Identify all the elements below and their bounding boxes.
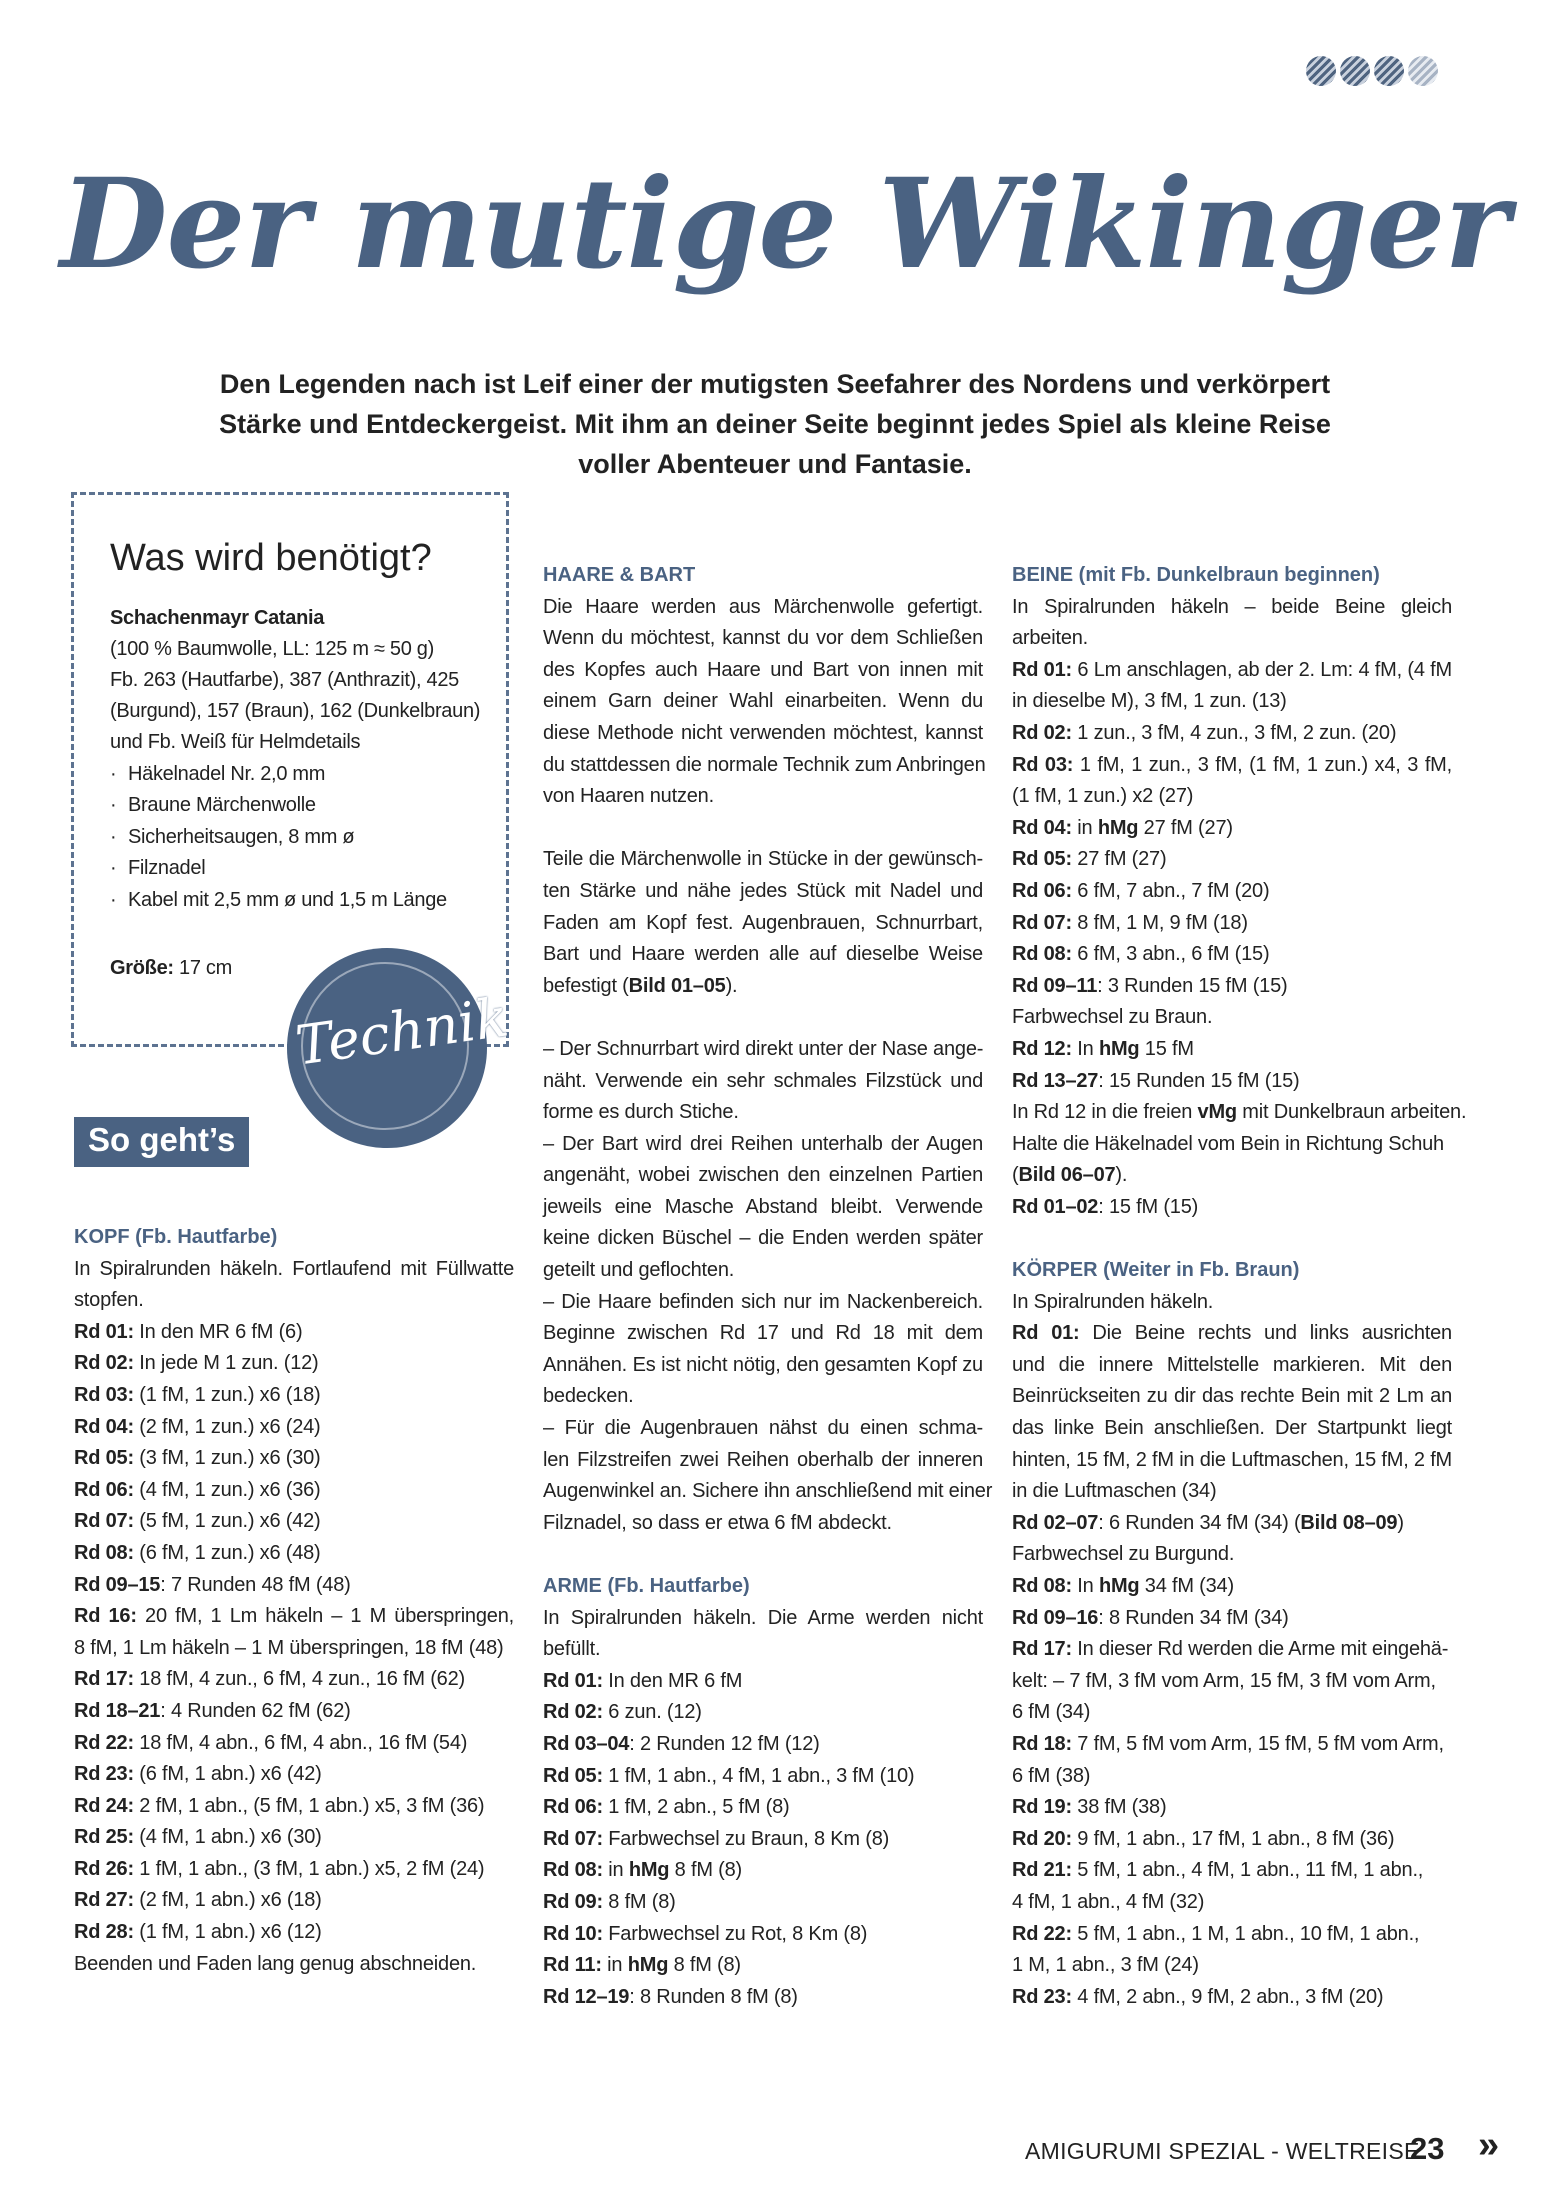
arme-row — [543, 1666, 983, 1698]
row-text: das linke Bein anschließen. Der Startpunkt liegt — [1012, 1417, 1452, 1440]
koerper-row — [1012, 1476, 1452, 1508]
haare-line: – Die Haare befinden sich nur im Nackenbereich. — [543, 1290, 983, 1313]
row-text: 27 fM (27) — [1138, 816, 1233, 839]
row-text: In — [1071, 1037, 1099, 1060]
column-kopf — [74, 1222, 514, 1980]
row-label: Rd 22: — [1012, 1922, 1072, 1945]
haare-line: forme es durch Stiche. — [543, 1101, 739, 1124]
materials-item: · Braune Märchenwolle — [110, 790, 316, 821]
row-label: Rd 12–19 — [543, 1985, 630, 2008]
haare-line: – Der Bart wird drei Reihen unterhalb der Augen — [543, 1132, 983, 1155]
row-text: 6 Lm anschlagen, ab der 2. Lm: 4 fM, (4 fM — [1071, 658, 1452, 681]
haare-line: keine dicken Büschel – die Enden werden später — [543, 1227, 983, 1250]
row-text: In den MR 6 fM (6) — [133, 1320, 303, 1343]
row-label: Rd 03–04 — [543, 1732, 630, 1755]
arme-rows — [543, 1666, 983, 2014]
haare-line: angenäht, wobei zwischen den einzelnen Partien — [543, 1164, 983, 1187]
kopf-row — [74, 1506, 514, 1538]
materials-item: · Sicherheitsaugen, 8 mm ø — [110, 822, 354, 853]
kopf-row — [74, 1854, 514, 1886]
row-text: 1 fM, 2 abn., 5 fM (8) — [602, 1796, 790, 1819]
haare-line: Annähen. Es ist nicht nötig, den gesamten Kopf zu — [543, 1353, 983, 1376]
haare-heading: HAARE & BART — [543, 564, 696, 586]
haare-line: näht. Verwende ein sehr schmales Filzstück und — [543, 1069, 983, 1092]
row-label: Rd 07: — [1012, 911, 1072, 934]
intro-line: voller Abenteuer und Fantasie. — [578, 449, 972, 479]
row-text: : 2 Runden 12 fM (12) — [629, 1732, 820, 1755]
koerper-row — [1012, 1539, 1452, 1571]
arme-heading: ARME (Fb. Hautfarbe) — [543, 1575, 750, 1597]
row-text: 18 fM, 4 abn., 6 fM, 4 abn., 16 fM (54) — [133, 1731, 468, 1754]
arme-row — [543, 1855, 983, 1887]
row-text: (1 fM, 1 zun.) x2 (27) — [1012, 785, 1194, 808]
haare-line: Teile die Märchenwolle in Stücke in der gewünsch- — [543, 848, 983, 871]
row-label: Rd 09–15 — [74, 1573, 161, 1596]
row-label: Rd 23: — [1012, 1985, 1072, 2008]
kopf-row — [74, 1696, 514, 1728]
row-text: 6 fM (38) — [1012, 1764, 1091, 1787]
koerper-row — [1012, 1318, 1452, 1350]
row-emphasis: hMg — [1098, 1575, 1140, 1597]
row-text: (3 fM, 1 zun.) x6 (30) — [133, 1447, 321, 1470]
kopf-row — [74, 1728, 514, 1760]
row-label: Rd 25: — [74, 1826, 134, 1849]
row-text: ). — [1115, 1164, 1128, 1187]
koerper-heading: KÖRPER (Weiter in Fb. Braun) — [1012, 1259, 1300, 1282]
beine-row — [1012, 686, 1452, 718]
row-text: : 3 Runden 15 fM (15) — [1097, 974, 1288, 997]
row-label: Rd 01: — [1012, 658, 1072, 681]
koerper-row — [1012, 1919, 1452, 1951]
row-label: Rd 12: — [1012, 1037, 1072, 1060]
row-text: 6 fM, 3 abn., 6 fM (15) — [1071, 943, 1270, 966]
row-label: Rd 04: — [1012, 816, 1072, 839]
row-label: Rd 01–02 — [1012, 1195, 1099, 1218]
kopf-intro-line: stopfen. — [74, 1289, 144, 1312]
row-text: : 15 fM (15) — [1098, 1195, 1199, 1218]
arme-intro-line: In Spiralrunden häkeln. Die Arme werden nicht — [543, 1606, 983, 1629]
row-text: Farbwechsel zu Rot, 8 Km (8) — [602, 1922, 868, 1945]
row-text: 8 fM (8) — [602, 1890, 676, 1913]
row-text: 4 fM, 2 abn., 9 fM, 2 abn., 3 fM (20) — [1071, 1985, 1384, 2008]
materials-line: (100 % Baumwolle, LL: 125 m ≈ 50 g) — [110, 638, 434, 660]
row-label: Rd 06: — [543, 1796, 603, 1819]
beine-heading: BEINE (mit Fb. Dunkelbraun beginnen) — [1012, 564, 1380, 586]
beine-row — [1012, 1160, 1452, 1192]
haare-line: Filznadel, so dass er etwa 6 fM abdeckt. — [543, 1511, 892, 1534]
arme-intro-line: befüllt. — [543, 1638, 601, 1661]
koerper-row — [1012, 1350, 1452, 1382]
row-text: ) — [1397, 1511, 1404, 1534]
row-text: In Rd 12 in die freien — [1012, 1101, 1198, 1124]
row-text: (1 fM, 1 abn.) x6 (12) — [133, 1921, 322, 1944]
row-text: In den MR 6 fM — [602, 1669, 743, 1692]
arme-row — [543, 1982, 983, 2014]
row-text: 6 fM, 7 abn., 7 fM (20) — [1071, 879, 1270, 902]
haare-paragraph-2-last — [543, 971, 983, 1003]
row-text: 1 fM, 1 zun., 3 fM, (1 fM, 1 zun.) x4, 3 fM, — [1073, 753, 1452, 776]
row-text: 5 fM, 1 abn., 1 M, 1 abn., 10 fM, 1 abn., — [1071, 1922, 1420, 1945]
beine-row — [1012, 655, 1452, 687]
text-span: ). — [725, 974, 738, 997]
page-number: 23 — [1410, 2131, 1445, 2166]
row-text: 15 fM — [1139, 1037, 1194, 1060]
row-text: (4 fM, 1 abn.) x6 (30) — [133, 1826, 322, 1849]
row-text: : 8 Runden 8 fM (8) — [629, 1985, 798, 2008]
kopf-row — [74, 1759, 514, 1791]
row-text: 8 fM (8) — [669, 1859, 742, 1882]
row-text: 8 fM (8) — [668, 1954, 741, 1977]
koerper-row — [1012, 1381, 1452, 1413]
row-text: und die innere Mittelstelle markieren. Mit den — [1012, 1353, 1452, 1376]
row-text: in — [1071, 816, 1098, 839]
row-text: 1 zun., 3 fM, 4 zun., 3 fM, 2 zun. (20) — [1071, 721, 1397, 744]
row-text: 34 fM (34) — [1139, 1575, 1234, 1597]
koerper-row — [1012, 1824, 1452, 1856]
haare-paragraph-2 — [543, 844, 983, 970]
row-label: Rd 11: — [543, 1954, 602, 1977]
haare-line: Wenn du möchtest, kannst du vor dem Schließen — [543, 627, 983, 650]
row-text: Farbwechsel zu Braun. — [1012, 1006, 1213, 1029]
row-label: Rd 02: — [1012, 721, 1072, 744]
materials-title: Was wird benötigt? — [110, 537, 432, 579]
column-beine-koerper — [1012, 560, 1467, 2013]
beine-row — [1012, 1097, 1467, 1129]
row-label: Rd 28: — [74, 1921, 134, 1944]
haare-line: von Haaren nutzen. — [543, 785, 714, 808]
row-text: in — [601, 1954, 628, 1977]
row-text: 8 fM, 1 M, 9 fM (18) — [1071, 911, 1248, 934]
materials-brand: Schachenmayr Catania — [110, 607, 325, 629]
kopf-row — [74, 1317, 514, 1349]
beine-intro-line: In Spiralrunden häkeln – beide Beine gleich — [1012, 595, 1452, 618]
koerper-row — [1012, 1603, 1452, 1635]
materials-item: · Kabel mit 2,5 mm ø und 1,5 m Länge — [110, 885, 447, 916]
haare-line: einem Garn deiner Wahl einarbeiten. Wenn du — [543, 690, 983, 713]
arme-row — [543, 1950, 983, 1982]
row-text: hinten, 15 fM, 2 fM in die Luftmaschen, 15 fM, 2 fM — [1012, 1448, 1453, 1471]
page-title: Der mutige Wikinger — [60, 152, 1509, 297]
row-text: : 8 Runden 34 fM (34) — [1098, 1606, 1289, 1629]
row-label: Rd 02–07 — [1012, 1511, 1099, 1534]
row-text: 38 fM (38) — [1071, 1796, 1167, 1819]
intro-line: Den Legenden nach ist Leif einer der mutigsten Seefahrer des Nordens und verkörpert — [219, 369, 1331, 399]
koerper-row — [1012, 1729, 1452, 1761]
koerper-row — [1012, 1855, 1452, 1887]
row-text: (2 fM, 1 zun.) x6 (24) — [133, 1415, 321, 1438]
row-text: Halte die Häkelnadel vom Bein in Richtung Schuh — [1012, 1132, 1444, 1155]
beine-row — [1012, 718, 1452, 750]
row-label: Rd 02: — [74, 1352, 134, 1375]
arme-row — [543, 1729, 983, 1761]
row-label: Rd 05: — [543, 1764, 603, 1787]
row-emphasis: Bild 06–07 — [1018, 1164, 1116, 1187]
arme-row — [543, 1761, 983, 1793]
row-label: Rd 05: — [74, 1447, 134, 1470]
row-label: Rd 27: — [74, 1889, 134, 1912]
haare-line: – Der Schnurrbart wird direkt unter der Nase ange- — [543, 1037, 984, 1060]
row-text: in die Luftmaschen (34) — [1012, 1480, 1217, 1503]
size-value: 17 cm — [179, 957, 232, 979]
beine-row — [1012, 939, 1452, 971]
row-text: (6 fM, 1 zun.) x6 (48) — [133, 1541, 321, 1564]
materials-line: und Fb. Weiß für Helmdetails — [110, 731, 361, 753]
materials-item: · Filznadel — [110, 853, 205, 884]
kopf-row — [74, 1822, 514, 1854]
kopf-row — [74, 1538, 514, 1570]
row-label: Rd 18–21 — [74, 1699, 161, 1722]
row-label: Rd 09–16 — [1012, 1606, 1099, 1629]
koerper-row — [1012, 1792, 1452, 1824]
row-label: Rd 23: — [74, 1763, 134, 1786]
beine-row — [1012, 1066, 1452, 1098]
row-text: 6 fM (34) — [1012, 1701, 1091, 1724]
next-page-arrow-icon: » — [1478, 2124, 1500, 2166]
row-text: 8 fM, 1 Lm häkeln – 1 M überspringen, 18 fM (48) — [74, 1636, 504, 1659]
row-label: Rd 08: — [74, 1541, 134, 1564]
beine-row — [1012, 813, 1452, 845]
row-label: Rd 07: — [543, 1827, 603, 1850]
row-label: Rd 06: — [74, 1478, 134, 1501]
row-label: Rd 09: — [543, 1890, 603, 1913]
beine-row — [1012, 1034, 1452, 1066]
technik-badge-label: Technik — [291, 985, 513, 1078]
row-label: Rd 01: — [74, 1320, 134, 1343]
haare-line: des Kopfes auch Haare und Bart von innen mit — [543, 658, 983, 681]
beine-rows — [1012, 655, 1467, 1224]
koerper-row — [1012, 1666, 1452, 1698]
kopf-row — [74, 1791, 514, 1823]
beine-row — [1012, 908, 1452, 940]
row-label: Rd 01: — [1012, 1322, 1080, 1345]
haare-line: ten Stärke und nähe jedes Stück mit Nadel und — [543, 879, 983, 902]
size-label: Größe: — [110, 957, 174, 979]
row-text: 9 fM, 1 abn., 17 fM, 1 abn., 8 fM (36) — [1071, 1827, 1395, 1850]
koerper-row — [1012, 1887, 1452, 1919]
koerper-rows — [1012, 1318, 1452, 2013]
row-text: 1 fM, 1 abn., (3 fM, 1 abn.) x5, 2 fM (24) — [133, 1857, 485, 1880]
row-text: Farbwechsel zu Burgund. — [1012, 1543, 1235, 1566]
row-emphasis: Bild 08–09 — [1300, 1511, 1398, 1534]
row-text: Die Beine rechts und links ausrichten — [1079, 1322, 1452, 1345]
row-label: Rd 08: — [543, 1859, 603, 1882]
kopf-row — [74, 1633, 514, 1665]
row-text: : 7 Runden 48 fM (48) — [160, 1573, 351, 1596]
arme-row — [543, 1887, 983, 1919]
row-emphasis: vMg — [1197, 1101, 1237, 1124]
beine-row — [1012, 1002, 1452, 1034]
row-label: Rd 10: — [543, 1922, 603, 1945]
haare-line: – Für die Augenbrauen nähst du einen schma- — [543, 1417, 983, 1440]
materials-item: · Häkelnadel Nr. 2,0 mm — [110, 759, 325, 790]
materials-line: Fb. 263 (Hautfarbe), 387 (Anthrazit), 425 — [110, 669, 459, 691]
materials-line: (Burgund), 157 (Braun), 162 (Dunkelbraun) — [110, 700, 481, 722]
haare-line: diese Methode nicht verwenden möchtest, kannst — [543, 721, 983, 744]
text-span: befestigt ( — [543, 974, 629, 997]
column-haare-arme — [543, 560, 993, 2013]
haare-paragraph-1 — [543, 592, 986, 813]
row-text: 4 fM, 1 abn., 4 fM (32) — [1012, 1890, 1205, 1913]
row-label: Rd 17: — [74, 1668, 134, 1691]
kopf-heading: KOPF (Fb. Hautfarbe) — [74, 1226, 278, 1248]
kopf-row — [74, 1917, 514, 1949]
row-emphasis: hMg — [628, 1859, 670, 1882]
footer-magazine: AMIGURUMI SPEZIAL - WELTREISE — [1025, 2138, 1420, 2164]
row-text: ( — [1012, 1164, 1019, 1187]
kopf-row — [74, 1570, 514, 1602]
row-text: 2 fM, 1 abn., (5 fM, 1 abn.) x5, 3 fM (36) — [133, 1794, 485, 1817]
row-text: : 6 Runden 34 fM (34) ( — [1098, 1511, 1301, 1534]
row-text: 20 fM, 1 Lm häkeln – 1 M überspringen, — [136, 1605, 514, 1628]
beine-row — [1012, 781, 1452, 813]
section-title: So geht’s — [74, 1117, 249, 1167]
row-text: 6 zun. (12) — [602, 1701, 702, 1724]
row-label: Rd 16: — [74, 1605, 137, 1628]
row-text: Beenden und Faden lang genug abschneiden. — [74, 1952, 477, 1975]
kopf-row — [74, 1949, 514, 1981]
row-label: Rd 22: — [74, 1731, 134, 1754]
koerper-row — [1012, 1634, 1452, 1666]
row-emphasis: hMg — [1097, 816, 1139, 839]
koerper-row — [1012, 1950, 1452, 1982]
beine-intro-line: arbeiten. — [1012, 627, 1089, 650]
row-text: (2 fM, 1 abn.) x6 (18) — [133, 1889, 322, 1912]
kopf-row — [74, 1885, 514, 1917]
row-text: 1 M, 1 abn., 3 fM (24) — [1012, 1954, 1199, 1977]
koerper-row — [1012, 1508, 1452, 1540]
haare-line: Faden am Kopf fest. Augenbrauen, Schnurrbart, — [543, 911, 983, 934]
koerper-intro: In Spiralrunden häkeln. — [1012, 1290, 1214, 1313]
row-text: : 15 Runden 15 fM (15) — [1098, 1069, 1300, 1092]
row-text: In jede M 1 zun. (12) — [133, 1352, 319, 1375]
kopf-row — [74, 1380, 514, 1412]
row-text: (5 fM, 1 zun.) x6 (42) — [133, 1510, 321, 1533]
image-ref: Bild 01–05 — [628, 974, 726, 997]
row-text: Farbwechsel zu Braun, 8 Km (8) — [602, 1827, 890, 1850]
row-text: (4 fM, 1 zun.) x6 (36) — [133, 1478, 321, 1501]
koerper-row — [1012, 1761, 1452, 1793]
koerper-row — [1012, 1445, 1452, 1477]
row-label: Rd 08: — [1012, 1575, 1072, 1597]
row-text: 18 fM, 4 zun., 6 fM, 4 zun., 16 fM (62) — [133, 1668, 465, 1691]
haare-line: Die Haare werden aus Märchenwolle gefertigt. — [543, 595, 983, 618]
row-label: Rd 18: — [1012, 1732, 1072, 1755]
haare-line: Bart und Haare werden alle auf dieselbe Weise — [543, 943, 983, 966]
beine-row — [1012, 876, 1452, 908]
kopf-row — [74, 1664, 514, 1696]
yarn-balls-icon — [1306, 56, 1442, 91]
row-emphasis: hMg — [1098, 1037, 1140, 1060]
haare-line: jeweils eine Masche Abstand bleibt. Verwende — [543, 1195, 983, 1218]
row-label: Rd 01: — [543, 1669, 603, 1692]
kopf-rows — [74, 1317, 514, 1980]
row-text: Beinrückseiten zu dir das rechte Bein mit 2 Lm an — [1012, 1385, 1452, 1408]
row-label: Rd 04: — [74, 1415, 134, 1438]
row-text: (1 fM, 1 zun.) x6 (18) — [133, 1383, 321, 1406]
koerper-row — [1012, 1571, 1452, 1603]
koerper-row — [1012, 1413, 1452, 1445]
beine-row — [1012, 844, 1452, 876]
materials-size — [110, 953, 232, 984]
row-label: Rd 13–27 — [1012, 1069, 1099, 1092]
haare-line: Augenwinkel an. Sichere ihn anschließend mit einer — [543, 1480, 993, 1503]
row-text: 1 fM, 1 abn., 4 fM, 1 abn., 3 fM (10) — [602, 1764, 915, 1787]
intro-line: Stärke und Entdeckergeist. Mit ihm an deiner Seite beginnt jedes Spiel als kleine Reise — [219, 409, 1331, 439]
row-label: Rd 24: — [74, 1794, 134, 1817]
beine-row — [1012, 1129, 1452, 1161]
beine-row — [1012, 1192, 1452, 1224]
row-label: Rd 26: — [74, 1857, 134, 1880]
row-text: 5 fM, 1 abn., 4 fM, 1 abn., 11 fM, 1 abn., — [1071, 1859, 1424, 1882]
arme-row — [543, 1792, 983, 1824]
row-text: kelt: – 7 fM, 3 fM vom Arm, 15 fM, 3 fM vom Arm, — [1012, 1669, 1436, 1692]
row-label: Rd 03: — [1012, 753, 1074, 776]
row-text: in — [602, 1859, 629, 1882]
row-text: 7 fM, 5 fM vom Arm, 15 fM, 5 fM vom Arm, — [1071, 1732, 1444, 1755]
row-text: 27 fM (27) — [1071, 848, 1167, 871]
row-label: Rd 20: — [1012, 1827, 1072, 1850]
haare-paragraph-3 — [543, 1034, 993, 1540]
beine-row — [1012, 750, 1452, 782]
row-text: (6 fM, 1 abn.) x6 (42) — [133, 1763, 322, 1786]
kopf-row — [74, 1601, 514, 1633]
row-label: Rd 07: — [74, 1510, 134, 1533]
haare-line: geteilt und geflochten. — [543, 1259, 735, 1282]
kopf-row — [74, 1412, 514, 1444]
kopf-row — [74, 1475, 514, 1507]
arme-row — [543, 1824, 983, 1856]
row-emphasis: hMg — [627, 1954, 669, 1977]
koerper-row — [1012, 1697, 1452, 1729]
arme-row — [543, 1697, 983, 1729]
row-text: : 4 Runden 62 fM (62) — [160, 1699, 351, 1722]
row-label: Rd 21: — [1012, 1859, 1072, 1882]
kopf-row — [74, 1348, 514, 1380]
row-label: Rd 17: — [1012, 1638, 1072, 1661]
haare-line: Beginne zwischen Rd 17 und Rd 18 mit dem — [543, 1322, 983, 1345]
row-label: Rd 02: — [543, 1701, 603, 1724]
kopf-row — [74, 1443, 514, 1475]
row-text: In — [1071, 1575, 1099, 1597]
arme-row — [543, 1919, 983, 1951]
haare-line: bedecken. — [543, 1385, 634, 1408]
row-label: Rd 06: — [1012, 879, 1072, 902]
row-label: Rd 08: — [1012, 943, 1072, 966]
row-text: mit Dunkelbraun arbeiten. — [1236, 1101, 1467, 1124]
row-label: Rd 03: — [74, 1383, 134, 1406]
row-label: Rd 05: — [1012, 848, 1072, 871]
row-text: In dieser Rd werden die Arme mit eingehä- — [1071, 1638, 1449, 1661]
row-text: in dieselbe M), 3 fM, 1 zun. (13) — [1012, 690, 1287, 713]
kopf-intro-line: In Spiralrunden häkeln. Fortlaufend mit Füllwatte — [74, 1257, 514, 1280]
row-label: Rd 09–11 — [1012, 974, 1098, 997]
koerper-row — [1012, 1982, 1452, 2014]
row-label: Rd 19: — [1012, 1796, 1072, 1819]
haare-line: len Filzstreifen zwei Reihen oberhalb der inneren — [543, 1448, 983, 1471]
beine-row — [1012, 971, 1452, 1003]
haare-line: du stattdessen die normale Technik zum Anbringen — [543, 753, 986, 776]
intro-text — [175, 364, 1375, 484]
